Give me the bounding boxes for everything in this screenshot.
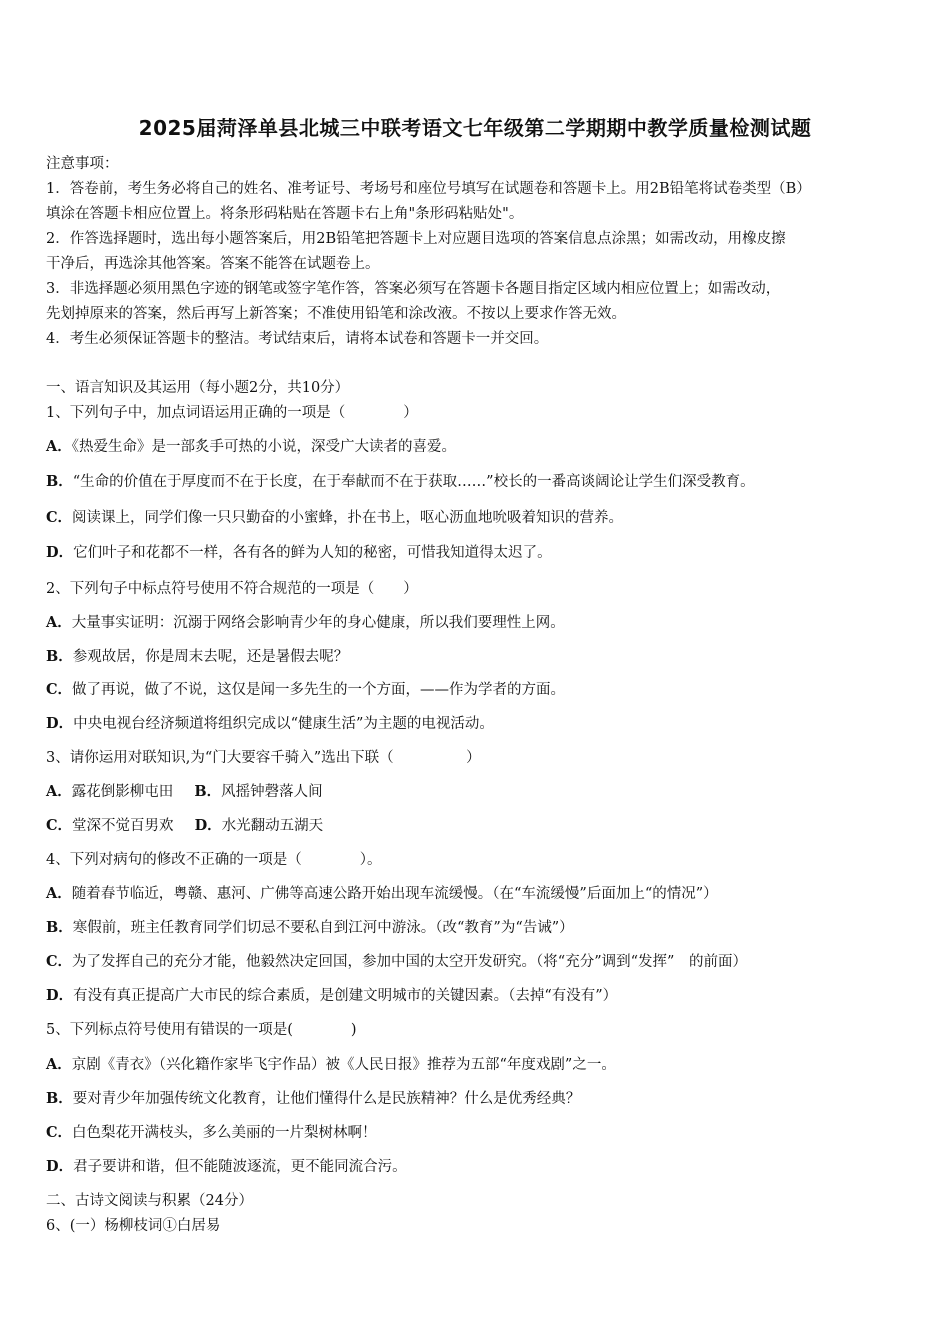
- question-5-option-c: C．白色梨花开满枝头，多么美丽的一片梨树林啊！: [46, 1124, 377, 1141]
- notice-heading: 注意事项：: [46, 156, 119, 172]
- question-2-stem: 2、下列句子中标点符号使用不符合规范的一项是（ ）: [46, 581, 418, 597]
- question-4-option-d: D．有没有真正提高广大市民的综合素质，是创建文明城市的关键因素。（去掉“有没有”）: [46, 987, 618, 1004]
- question-1-option-b: B．“生命的价值在于厚度而不在于长度，在于奉献而不在于获取……”校长的一番高谈阔论让学生们深受教育。: [46, 473, 755, 490]
- notice-line: 4．考生必须保证答题卡的整洁。考试结束后，请将本试卷和答题卡一并交回。: [46, 331, 549, 347]
- section-heading-1: 一、语言知识及其运用（每小题2分，共10分）: [46, 380, 350, 396]
- question-1-option-a: A．《热爱生命》是一部炙手可热的小说，深受广大读者的喜爱。: [46, 438, 457, 455]
- question-3-option-a: A．露花倒影柳屯田: [46, 783, 174, 800]
- question-5-option-d: D．君子要讲和谐，但不能随波逐流，更不能同流合污。: [46, 1158, 407, 1175]
- notice-line: 2．作答选择题时，选出每小题答案后，用2B铅笔把答题卡上对应题目选项的答案信息点涂黑；如需改动，用橡皮擦: [46, 231, 786, 247]
- notice-line: 1．答卷前，考生务必将自己的姓名、准考证号、考场号和座位号填写在试题卷和答题卡上。用2B铅笔将试卷类型（B）: [46, 181, 811, 197]
- question-6-stem: 6、(一）杨柳枝词①白居易: [46, 1218, 221, 1234]
- question-5-option-a: A．京剧《青衣》（兴化籍作家毕飞宇作品）被《人民日报》推荐为五部“年度戏剧”之一。: [46, 1056, 616, 1073]
- question-2-option-b: B．参观故居，你是周末去呢，还是暑假去呢？: [46, 648, 349, 665]
- question-3-option-d: D．水光翻动五湖天: [194, 817, 324, 834]
- question-5-stem: 5、下列标点符号使用有错误的一项是( ): [46, 1022, 357, 1038]
- question-1-stem: 1、下列句子中，加点词语运用正确的一项是（ ）: [46, 405, 418, 421]
- question-3-stem: 3、请你运用对联知识,为“门大要容千骑入”选出下联（ ）: [46, 750, 481, 766]
- question-3-options-row-1: [46, 780, 323, 801]
- question-1-option-c: C．阅读课上，同学们像一只只勤奋的小蜜蜂，扑在书上，呕心沥血地吮吸着知识的营养。: [46, 509, 624, 526]
- question-3-option-b: B．风摇钟磬落人间: [194, 783, 323, 800]
- question-5-option-b: B．要对青少年加强传统文化教育，让他们懂得什么是民族精神？什么是优秀经典？: [46, 1090, 581, 1107]
- question-1-option-d: D．它们叶子和花都不一样，各有各的鲜为人知的秘密，可惜我知道得太迟了。: [46, 544, 552, 561]
- section-heading-2: 二、古诗文阅读与积累（24分）: [46, 1193, 253, 1209]
- question-4-option-b: B．寒假前，班主任教育同学们切忌不要私自到江河中游泳。（改“教育”为“告诫”）: [46, 919, 574, 936]
- question-4-stem: 4、下列对病句的修改不正确的一项是（ ）。: [46, 852, 382, 868]
- question-2-option-c: C．做了再说，做了不说，这仅是闻一多先生的一个方面，——作为学者的方面。: [46, 681, 566, 698]
- question-3-option-c: C．堂深不觉百男欢: [46, 817, 174, 834]
- question-2-option-a: A．大量事实证明：沉溺于网络会影响青少年的身心健康，所以我们要理性上网。: [46, 614, 565, 631]
- notice-line: 先划掉原来的答案，然后再写上新答案；不准使用铅笔和涂改液。不按以上要求作答无效。: [46, 306, 626, 322]
- notice-line: 填涂在答题卡相应位置上。将条形码粘贴在答题卡右上角"条形码粘贴处"。: [46, 206, 524, 222]
- question-4-option-c: C．为了发挥自己的充分才能，他毅然决定回国，参加中国的太空开发研究。（将“充分”调到“发挥” 的前面）: [46, 953, 747, 970]
- notice-line: 干净后，再选涂其他答案。答案不能答在试题卷上。: [46, 256, 380, 272]
- notice-line: 3．非选择题必须用黑色字迹的钢笔或签字笔作答，答案必须写在答题卡各题目指定区域内相应位置上；如需改动，: [46, 281, 781, 297]
- page-title: 2025届菏泽单县北城三中联考语文七年级第二学期期中教学质量检测试题: [138, 116, 812, 140]
- question-3-options-row-2: [46, 814, 323, 835]
- question-2-option-d: D．中央电视台经济频道将组织完成以“健康生活”为主题的电视活动。: [46, 715, 494, 732]
- question-4-option-a: A．随着春节临近，粤赣、惠河、广佛等高速公路开始出现车流缓慢。（在“车流缓慢”后面加上“的情况”）: [46, 885, 718, 902]
- notice-block: [46, 152, 906, 352]
